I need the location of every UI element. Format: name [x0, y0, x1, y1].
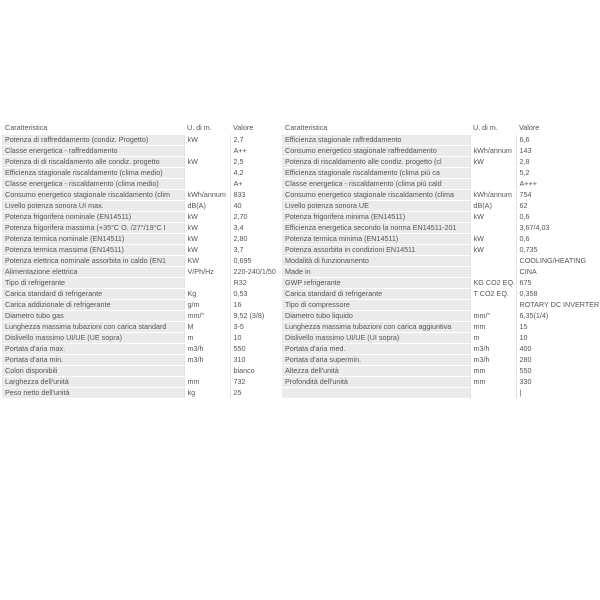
spec-value-left: 833 [230, 190, 282, 201]
table-row [2, 223, 562, 234]
spec-unit-left: kW [184, 234, 230, 245]
spec-name-left: Potenza frigorifera nominale (EN14511) [2, 212, 184, 223]
table-row [2, 256, 562, 267]
spec-unit-right: mm [470, 322, 516, 333]
spec-name-right: Dislivello massimo UI/UE (UI sopra) [282, 333, 470, 344]
spec-unit-left: kW [184, 157, 230, 168]
spec-value-left: A++ [230, 146, 282, 157]
spec-value-left: 2,5 [230, 157, 282, 168]
spec-unit-right: kW [470, 157, 516, 168]
table-row [2, 190, 562, 201]
spec-value-right: 400 [516, 344, 562, 355]
spec-unit-left [184, 168, 230, 179]
spec-unit-right: kW [470, 212, 516, 223]
spec-name-left: Potenza termica massima (EN14511) [2, 245, 184, 256]
table-row [2, 388, 562, 399]
table-row [2, 289, 562, 300]
spec-unit-right [470, 256, 516, 267]
header-left-characteristic: Caratteristica [2, 120, 184, 135]
spec-value-right: 0,735 [516, 245, 562, 256]
spec-unit-right: m3/h [470, 344, 516, 355]
spec-value-left: 3,7 [230, 245, 282, 256]
spec-value-right: 0,6 [516, 212, 562, 223]
spec-value-right: 62 [516, 201, 562, 212]
spec-unit-right: mm [470, 366, 516, 377]
spec-name-right: Classe energetica - riscaldamento (clima più cald [282, 179, 470, 190]
spec-name-left: Alimentazione elettrica [2, 267, 184, 278]
header-left-value: Valore [230, 120, 282, 135]
table-row [2, 168, 562, 179]
spec-name-left: Carica standard di refrigerante [2, 289, 184, 300]
spec-unit-left [184, 146, 230, 157]
table-row [2, 344, 562, 355]
spec-name-left: Consumo energetico stagionale riscaldamento (clim [2, 190, 184, 201]
spec-unit-right: dB(A) [470, 201, 516, 212]
header-right-characteristic: Caratteristica [282, 120, 470, 135]
table-row [2, 245, 562, 256]
spec-unit-left: m3/h [184, 344, 230, 355]
specs-table [2, 120, 600, 399]
spec-name-right: Efficienza stagionale raffreddamento [282, 135, 470, 146]
table-row [2, 179, 562, 190]
spec-value-right: CINA [516, 267, 562, 278]
spec-value-right: 280 [516, 355, 562, 366]
table-row [2, 333, 562, 344]
spec-value-left: 40 [230, 201, 282, 212]
spec-unit-left: kW [184, 245, 230, 256]
spec-value-right: 550 [516, 366, 562, 377]
spec-name-right: Consumo energetico stagionale riscaldamento (clima [282, 190, 470, 201]
table-row [2, 366, 562, 377]
spec-name-right: Potenza frigorifera minima (EN14511) [282, 212, 470, 223]
spec-value-left: 3-5 [230, 322, 282, 333]
spec-unit-left: KW [184, 256, 230, 267]
spec-value-right: 3,67/4,03 [516, 223, 562, 234]
spec-value-right: 0,6 [516, 234, 562, 245]
table-row [2, 311, 562, 322]
spec-value-right: ROTARY DC INVERTER [516, 300, 562, 311]
spec-unit-left: kg [184, 388, 230, 399]
spec-value-left: 310 [230, 355, 282, 366]
spec-name-left: Portata d'aria max. [2, 344, 184, 355]
spec-unit-right: kW [470, 234, 516, 245]
spec-value-left: R32 [230, 278, 282, 289]
spec-name-right: Livello potenza sonora UE [282, 201, 470, 212]
spec-unit-left [184, 179, 230, 190]
spec-name-right: Efficienza energetica secondo la norma EN14511-201 [282, 223, 470, 234]
spec-unit-right [470, 300, 516, 311]
spec-unit-left: mm [184, 377, 230, 388]
spec-name-left: Diametro tubo gas [2, 311, 184, 322]
spec-name-left: Peso netto dell'unità [2, 388, 184, 399]
spec-unit-right: kWh/annum [470, 146, 516, 157]
spec-unit-right: m3/h [470, 355, 516, 366]
spec-name-left: Classe energetica - riscaldamento (clima medio) [2, 179, 184, 190]
spec-name-right: Potenza assorbita in condizioni EN14511 [282, 245, 470, 256]
spec-name-left: Potenza frigorifera massima (+35°C O. /27°/19°C I [2, 223, 184, 234]
spec-name-left: Dislivello massimo UI/UE (UE sopra) [2, 333, 184, 344]
spec-value-left: 2,7 [230, 135, 282, 146]
spec-name-left: Livello potenza sonora UI max. [2, 201, 184, 212]
spec-value-left: 25 [230, 388, 282, 399]
table-row [2, 267, 562, 278]
spec-unit-left: m3/h [184, 355, 230, 366]
spec-value-left: 4,2 [230, 168, 282, 179]
spec-unit-right: kWh/annum [470, 190, 516, 201]
spec-name-left: Colori disponibili [2, 366, 184, 377]
spec-value-right: 6,6 [516, 135, 562, 146]
spec-name-left: Potenza elettrica nominale assorbita in caldo (EN1 [2, 256, 184, 267]
table-row [2, 157, 562, 168]
spec-value-left: bianco [230, 366, 282, 377]
table-header-row [2, 120, 562, 135]
table-row [2, 355, 562, 366]
spec-value-left: 16 [230, 300, 282, 311]
spec-name-right: Consumo energetico stagionale raffreddamento [282, 146, 470, 157]
spec-name-right: Lunghezza massima tubazioni con carica aggiuntiva [282, 322, 470, 333]
spec-name-left: Potenza di di riscaldamento alle condiz. progetto [2, 157, 184, 168]
spec-unit-right [470, 179, 516, 190]
spec-name-left: Potenza termica nominale (EN14511) [2, 234, 184, 245]
spec-value-left: 3,4 [230, 223, 282, 234]
spec-name-left: Tipo di refrigerante [2, 278, 184, 289]
table-row [2, 135, 562, 146]
spec-unit-left: dB(A) [184, 201, 230, 212]
spec-name-right: Diametro tubo liquido [282, 311, 470, 322]
spec-value-right: COOLING/HEATING [516, 256, 562, 267]
spec-unit-right: kW [470, 245, 516, 256]
spec-name-right: Carica standard di refrigerante [282, 289, 470, 300]
table-row [2, 278, 562, 289]
table-row [2, 377, 562, 388]
spec-value-right: 5,2 [516, 168, 562, 179]
spec-unit-left: V/Ph/Hz [184, 267, 230, 278]
header-left-unit: U. di m. [184, 120, 230, 135]
spec-value-left: 9,52 (3/8) [230, 311, 282, 322]
spec-unit-left: kW [184, 223, 230, 234]
spec-name-right: Made in [282, 267, 470, 278]
spec-name-right: Modalità di funzionamento [282, 256, 470, 267]
table-body [2, 135, 600, 399]
spec-value-right: A+++ [516, 179, 562, 190]
spec-name-right: Portata d'aria med. [282, 344, 470, 355]
spec-value-left: 2,80 [230, 234, 282, 245]
table-row [2, 300, 562, 311]
spec-unit-right: mm [470, 377, 516, 388]
spec-name-right: GWP refrigerante [282, 278, 470, 289]
spec-value-right: 754 [516, 190, 562, 201]
spec-value-left: A+ [230, 179, 282, 190]
spec-value-right: 10 [516, 333, 562, 344]
spec-name-right: Potenza di riscaldamento alle condiz. progetto (cl [282, 157, 470, 168]
table-row [2, 322, 562, 333]
spec-value-right: 330 [516, 377, 562, 388]
spec-value-left: 2,70 [230, 212, 282, 223]
spec-unit-left [184, 366, 230, 377]
table-row [2, 201, 562, 212]
spec-unit-left: kW [184, 212, 230, 223]
spec-unit-right [470, 223, 516, 234]
table-row [2, 212, 562, 223]
header-right-value: Valore [516, 120, 562, 135]
spec-name-left: Portata d'aria min. [2, 355, 184, 366]
spec-name-left: Carica addizionale di refrigerante [2, 300, 184, 311]
spec-name-left: Lunghezza massima tubazioni con carica standard [2, 322, 184, 333]
spec-unit-left: Kg [184, 289, 230, 300]
spec-value-right: 15 [516, 322, 562, 333]
spec-unit-right: m [470, 333, 516, 344]
table-row [2, 146, 562, 157]
spec-value-left: 550 [230, 344, 282, 355]
spec-unit-left: kW [184, 135, 230, 146]
spec-value-left: 0,695 [230, 256, 282, 267]
spec-name-left: Potenza di raffreddamento (condiz. Progetto) [2, 135, 184, 146]
spec-value-left: 732 [230, 377, 282, 388]
spec-unit-left: m [184, 333, 230, 344]
spec-value-left: 10 [230, 333, 282, 344]
spec-unit-right [470, 168, 516, 179]
spec-value-right: 0,358 [516, 289, 562, 300]
header-right-unit: U. di m. [470, 120, 516, 135]
spec-unit-left: g/m [184, 300, 230, 311]
spec-value-left: 220-240/1/50 [230, 267, 282, 278]
spec-name-right: Tipo di compressore [282, 300, 470, 311]
spec-unit-left: M [184, 322, 230, 333]
spec-unit-right: KG CO2 EQ. [470, 278, 516, 289]
spec-value-right: 143 [516, 146, 562, 157]
spec-name-right [282, 388, 470, 399]
spec-value-right: | [516, 388, 562, 399]
spec-unit-left: kWh/annum [184, 190, 230, 201]
spec-name-right: Profondità dell'unità [282, 377, 470, 388]
spec-unit-right [470, 388, 516, 399]
spec-name-left: Classe energetica - raffreddamento [2, 146, 184, 157]
spec-value-right: 6,35(1/4) [516, 311, 562, 322]
spec-unit-right: mm/" [470, 311, 516, 322]
spec-name-right: Potenza termica minima (EN14511) [282, 234, 470, 245]
spec-unit-right [470, 267, 516, 278]
spec-unit-left [184, 278, 230, 289]
specs-sheet [0, 120, 600, 399]
spec-name-left: Larghezza dell'unità [2, 377, 184, 388]
spec-name-left: Efficienza stagionale riscaldamento (clima medio) [2, 168, 184, 179]
spec-unit-right [470, 135, 516, 146]
spec-unit-left: mm/" [184, 311, 230, 322]
spec-value-right: 2,8 [516, 157, 562, 168]
table-row [2, 234, 562, 245]
spec-name-right: Efficienza stagionale riscaldamento (clima più ca [282, 168, 470, 179]
spec-value-left: 0,53 [230, 289, 282, 300]
spec-unit-right: T CO2 EQ. [470, 289, 516, 300]
spec-name-right: Altezza dell'unità [282, 366, 470, 377]
spec-name-right: Portata d'aria supermin. [282, 355, 470, 366]
spec-value-right: 675 [516, 278, 562, 289]
